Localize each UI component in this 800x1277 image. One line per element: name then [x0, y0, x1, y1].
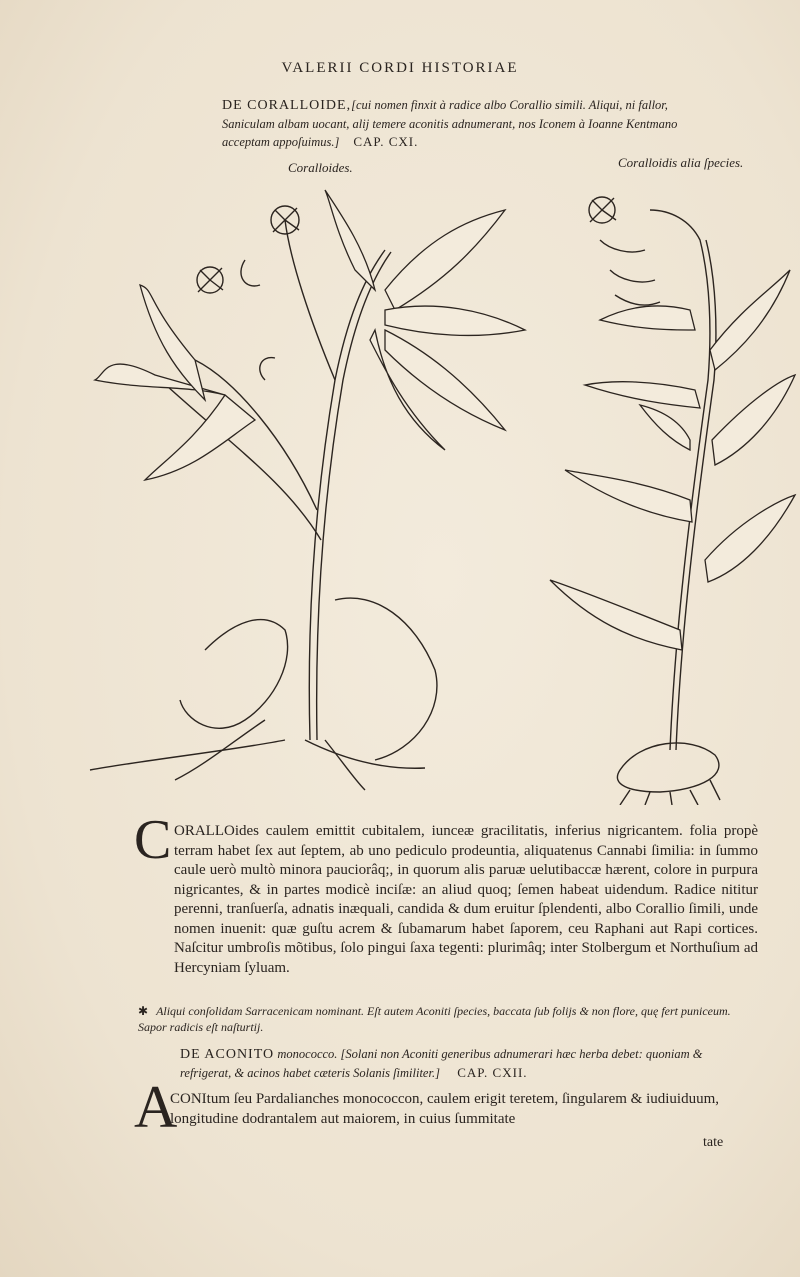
chapter-heading-cxii [180, 1045, 720, 1082]
catchword: tate [703, 1135, 724, 1150]
chapter2-title-rest: monococco. [Solani non Aconiti generibus adnumerari hæc herba debet: quoniam & refrigerat, & acinos habet cæteris Solanis ſimiliter.] [180, 1047, 703, 1080]
chapter2-title-lead: DE ACONITO [180, 1047, 275, 1062]
asterisk-mark: ✱ [138, 1004, 149, 1018]
chapter-heading-cxi [222, 96, 692, 151]
figure-caption-right: Coralloidis alia ſpecies. [618, 155, 744, 170]
chapter2-number: CAP. CXII. [457, 1065, 528, 1080]
paragraph-text: ORALLOides caulem emittit cubitalem, iunceæ gracilitatis, inferius nigricantem. folia propè terram habet ſex aut ſeptem, ab uno pediculo prodeuntia, aliquatenus Cannabi ſimilia: in ſummo caule uerò multò minora pauciorâq;, in quorum alis paruæ uelutibaccæ hærent, colore in purpura nigricantes, & in partes modicè inciſæ: an aliud quoq; ſemen habeat uidendum. Radice nititur perenni, tranſuerſa, adnatis inæquali, candida & dum eruitur ſplendenti, albo Corallio ſimili, unde nomen inuenit: quæ guſtu acrem & ſubamarum habet ſaporem, ceu Raphani aut Rapi cortices. Naſcitur umbroſis mõtibus, ſolo pingui ſaxa tegenti: plurimâq; inter Stolbergum et Northuſium ad Hercyniam ſyluam. [174, 823, 758, 976]
marginal-note [138, 1003, 758, 1035]
dropcap-a: A [134, 1074, 178, 1140]
body-paragraph-coralloides [138, 822, 758, 978]
chapter-title-lead: DE CORALLOIDE, [222, 98, 352, 113]
dropcap-c: C [134, 809, 172, 871]
chapter-title-rest: [cui nomen finxit à radice albo Corallio simili. Aliqui, ni fallor, Saniculam albam uocant, alij temere aconitis adnumerant, nos Iconem à Ioanne Kentmano acceptam appoſuimus.] [222, 98, 678, 149]
running-head: VALERII CORDI HISTORIAE [281, 60, 519, 76]
note-text: Aliqui conſolidam Sarracenicam nominant. Eſt autem Aconiti ſpecies, baccata ſub folijs & non flore, quę fert puniceum. Sapor radicis eſt naſturtij. [138, 1004, 731, 1034]
woodcut-coralloidis-alia [540, 180, 800, 805]
woodcut-coralloides [85, 180, 535, 800]
chapter-number: CAP. CXI. [353, 134, 419, 149]
body-paragraph-aconitum: CONItum ſeu Pardalianches monococcon, caulem erigit teretem, ſingularem & iudiuiduum, longitudine dodrantalem aut maiorem, in cuius ſummitate [170, 1091, 720, 1127]
figure-caption-left: Coralloides. [288, 160, 353, 175]
